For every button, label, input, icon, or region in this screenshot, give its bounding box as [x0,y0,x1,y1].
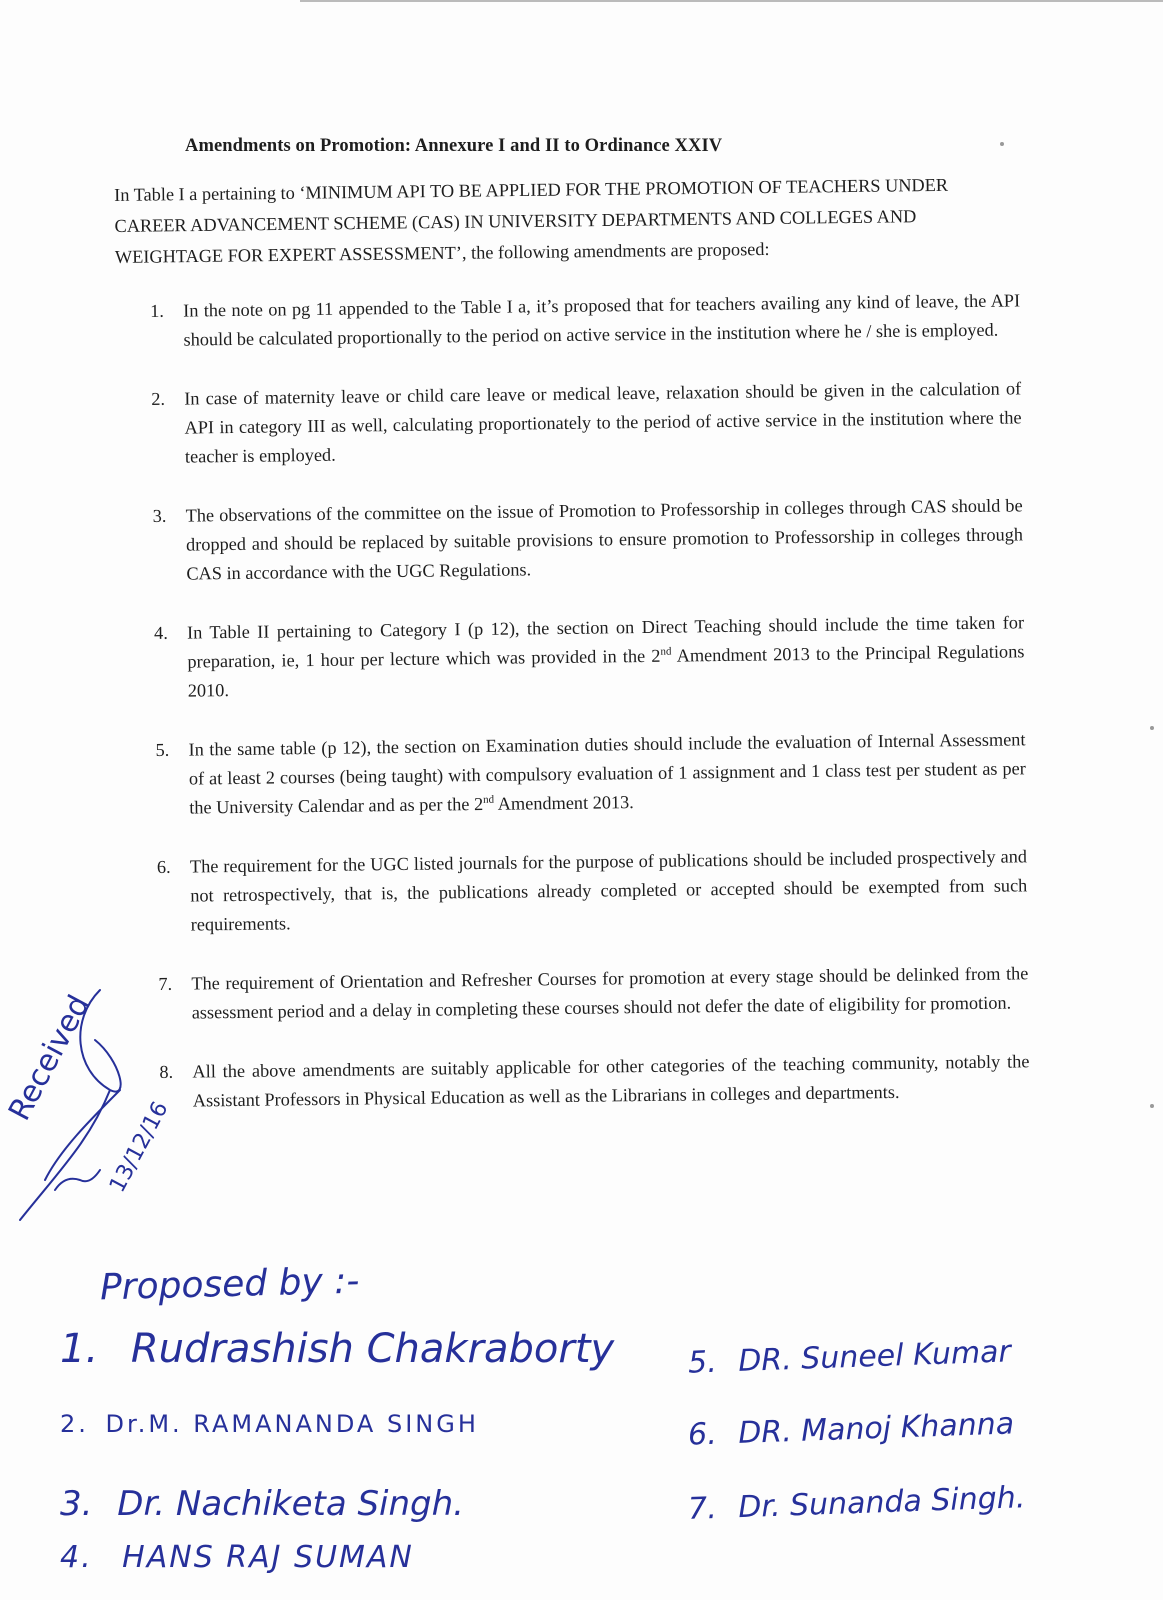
item-text-continued: Amendment 2013. [494,792,634,814]
item-number: 5. [155,739,170,760]
item-number: 6. [156,856,171,877]
intro-paragraph [114,169,1005,273]
proposer-number: 2. [60,1410,89,1438]
proposer-number: 6. [687,1416,718,1453]
proposer-name: Dr.M. RAMANANDA SINGH [105,1410,479,1438]
item-text: In case of maternity leave or child care leave or medical leave, relaxation should be given in the calculation of API in category III as well, calculating proportionately to the period of active service in the institution where the teacher is employed. [184,378,1022,467]
list-item [154,608,1025,706]
proposer-3 [60,1484,464,1524]
proposer-number: 5. [687,1344,718,1381]
ordinal-superscript: nd [483,793,495,806]
item-number: 7. [158,973,173,994]
proposer-7 [687,1480,1025,1527]
item-text: The requirement for the UGC listed journals for the purpose of publications should be included prospectively and not retrospectively, that is, the publications already completed or accepted should be exempted from such requirements. [189,846,1028,935]
item-text: In the same table (p 12), the section on Examination duties should include the evaluation of Internal Assessment of at least 2 courses (being taught) with compulsory evaluation of 1 assignment and 1 class test per student as per the University Calendar and as per the 2 [188,729,1026,818]
item-number: 3. [152,505,167,526]
list-item [157,842,1028,940]
item-text: In Table II pertaining to Category I (p 12), the section on Direct Teaching should include the time taken for preparation, ie, 1 hour per lecture which was provided in the 2 [186,612,1025,672]
intro-tail: , the following amendments are proposed: [461,238,770,263]
proposer-number: 7. [687,1490,718,1527]
item-number: 4. [153,622,168,643]
proposer-number: 3. [60,1484,93,1524]
amendments-list [150,286,1030,1146]
scan-speck [1150,726,1154,730]
margin-date: 13/12/16 [105,1097,174,1197]
list-item [158,959,1029,1028]
document-title: Amendments on Promotion: Annexure I and II to Ordinance XXIV [185,136,723,156]
proposer-2 [60,1410,479,1438]
item-text: The requirement of Orientation and Refresher Courses for promotion at every stage should be delinked from the assessment period and a delay in completing these courses should not defer the date of eligibility for promotion. [191,963,1029,1023]
proposer-6 [687,1406,1014,1452]
list-item [151,374,1022,472]
list-item [153,491,1024,589]
item-text-continued: Amendment 2013 to the Principal Regulations 2010. [187,641,1025,701]
margin-received-note: Received [2,989,97,1127]
item-text: In the note on pg 11 appended to the Table I a, it’s proposed that for teachers availing any kind of leave, the API should be calculated proportionally to the period on active service in the institution where he / she is employed. [183,290,1021,350]
ordinal-superscript: nd [660,645,672,658]
list-item [155,725,1026,823]
item-text: The observations of the committee on the issue of Promotion to Professorship in colleges through CAS should be dropped and should be replaced by suitable provisions to ensure promotion to Professorship in colleges through CAS in accordance with the UGC Regulations. [185,495,1024,584]
proposer-4 [60,1540,414,1575]
scan-speck [1000,142,1004,146]
proposer-name: Dr. Sunanda Singh. [737,1480,1026,1526]
scan-speck [1150,1104,1154,1108]
proposer-1 [60,1326,614,1372]
proposer-name: HANS RAJ SUMAN [122,1540,414,1575]
intro-quoted-title: ‘MINIMUM API TO BE APPLIED FOR THE PROMOTION OF TEACHERS UNDER CAREER ADVANCEMENT SCHEME (CAS) IN UNIVERSITY DEPARTMENTS AND COLLEGES AND WEIGHTAGE FOR EXPERT ASSESSMENT’ [114,174,949,267]
proposer-number: 1. [60,1326,99,1372]
proposer-name: Rudrashish Chakraborty [130,1326,615,1372]
proposer-5 [687,1334,1011,1380]
item-number: 2. [151,388,166,409]
intro-lead: In Table I a pertaining to [114,182,300,205]
proposer-name: Dr. Nachiketa Singh. [117,1484,464,1524]
proposer-number: 4. [60,1540,93,1575]
scan-edge-line [300,0,1163,2]
list-item [159,1047,1030,1116]
item-number: 8. [159,1061,174,1082]
proposed-by-heading: Proposed by :- [99,1260,360,1309]
item-number: 1. [150,300,165,321]
list-item [150,286,1021,355]
proposer-name: DR. Suneel Kumar [737,1334,1012,1379]
item-text: All the above amendments are suitably applicable for other categories of the teaching community, notably the Assistant Professors in Physical Education as well as the Librarians in colleges and departments. [192,1051,1030,1111]
proposer-name: DR. Manoj Khanna [737,1406,1015,1451]
